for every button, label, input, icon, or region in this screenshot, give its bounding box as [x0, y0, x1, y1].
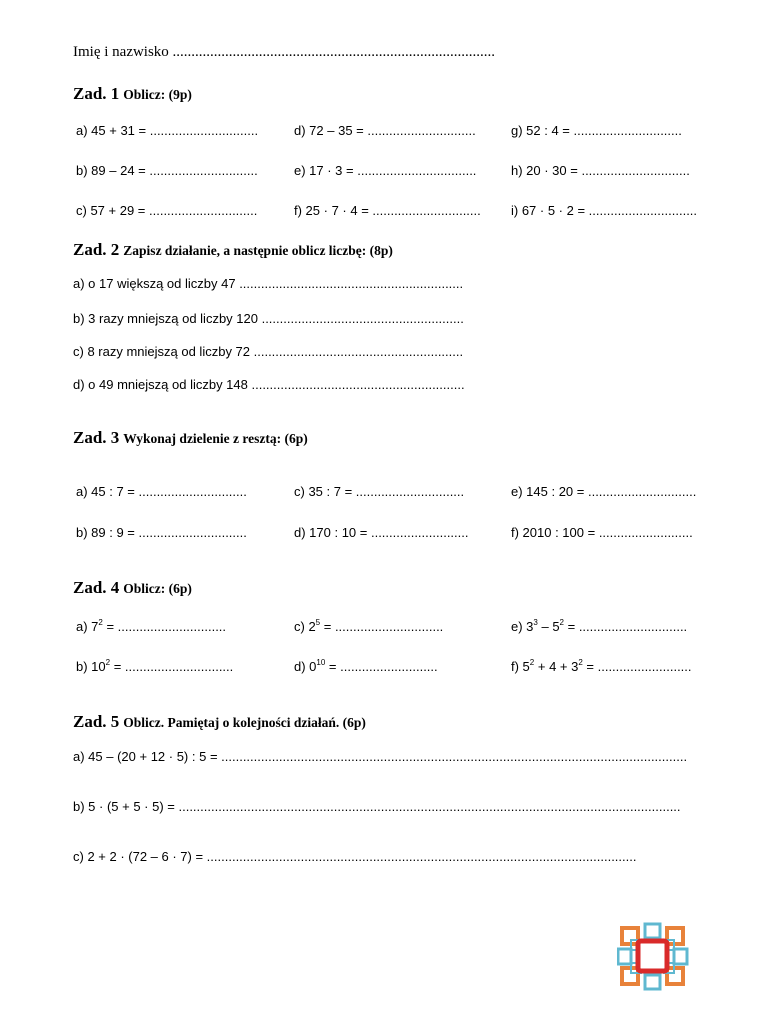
zad5-title: Oblicz. Pamiętaj o kolejności działań. (6p): [123, 715, 366, 730]
zad1-item-i: i) 67 · 5 · 2 = ..............................: [511, 203, 698, 218]
zad3-item-e: e) 145 : 20 = ..............................: [511, 484, 697, 499]
zad4-e-middle: – 5: [537, 619, 560, 634]
zad4-d-exponent: 10: [316, 658, 326, 667]
zad3-item-a: a) 45 : 7 = ..............................: [76, 484, 247, 499]
zad4-number: Zad. 4: [73, 578, 120, 597]
zad1-item-f: f) 25 · 7 · 4 = ..............................: [294, 203, 481, 218]
zad1-title: Oblicz: (9p): [123, 87, 192, 102]
zad4-e-exponent-2: 2: [559, 618, 564, 627]
zad5-item-c: c) 2 + 2 · (72 – 6 · 7) = .......................................................................................................................: [73, 849, 637, 864]
zad1-item-g: g) 52 : 4 = ..............................: [511, 123, 682, 138]
zad4-c-exponent: 5: [315, 618, 321, 627]
zad4-item-c: [294, 619, 443, 634]
zad4-f-base: f) 5: [511, 659, 530, 674]
zad2-item-a: a) o 17 większą od liczby 47 ..............................................................: [73, 276, 464, 291]
zad1-number: Zad. 1: [73, 84, 120, 103]
zad1-heading: [73, 84, 192, 104]
zad4-a-answer-line: = ..............................: [102, 619, 227, 634]
zad5-number: Zad. 5: [73, 712, 120, 731]
zad3-item-f: f) 2010 : 100 = ..........................: [511, 525, 693, 540]
zad3-item-d: d) 170 : 10 = ...........................: [294, 525, 469, 540]
zad4-a-exponent: 2: [98, 618, 103, 627]
zad4-a-base: a) 7: [76, 619, 99, 634]
zad5-heading: [73, 712, 366, 732]
zad1-item-d: d) 72 – 35 = ..............................: [294, 123, 476, 138]
zad2-heading: [73, 240, 393, 260]
zad4-item-e: [511, 619, 687, 634]
zad4-e-answer-line: = ..............................: [564, 619, 688, 634]
zad4-d-answer-line: = ...........................: [325, 659, 438, 674]
zad3-item-b: b) 89 : 9 = ..............................: [76, 525, 247, 540]
zad2-item-d: d) o 49 mniejszą od liczby 148 ...........................................................: [73, 377, 465, 392]
zad2-number: Zad. 2: [73, 240, 120, 259]
zad4-f-exponent: 2: [529, 658, 535, 667]
zad5-item-a: a) 45 – (20 + 12 · 5) : 5 = .................................................................................................................................: [73, 749, 688, 764]
zad4-f-exponent-2: 2: [578, 658, 583, 667]
zad4-item-f: [511, 659, 692, 674]
zad4-e-base: e) 3: [511, 619, 534, 634]
zad4-heading: [73, 578, 192, 598]
zad4-e-exponent: 3: [533, 618, 538, 627]
zad4-c-answer-line: = ..............................: [320, 619, 444, 634]
zad3-heading: [73, 428, 308, 448]
zad4-d-base: d) 0: [294, 659, 317, 674]
zad4-b-answer-line: = ..............................: [110, 659, 234, 674]
zad2-item-c: c) 8 razy mniejszą od liczby 72 ..........................................................: [73, 344, 464, 359]
zad3-item-c: c) 35 : 7 = ..............................: [294, 484, 465, 499]
zad4-c-base: c) 2: [294, 619, 316, 634]
zad5-item-b: b) 5 · (5 + 5 · 5) = ...........................................................................................................................................: [73, 799, 681, 814]
zad4-item-d: [294, 659, 438, 674]
mosaic-logo-icon: [617, 922, 689, 992]
zad1-item-b: b) 89 – 24 = ..............................: [76, 163, 258, 178]
zad4-f-middle: + 4 + 3: [534, 659, 579, 674]
name-line: Imię i nazwisko ......................................................................................: [73, 44, 496, 60]
zad1-item-a: a) 45 + 31 = ..............................: [76, 123, 259, 138]
zad4-title: Oblicz: (6p): [123, 581, 192, 596]
zad1-item-e: e) 17 · 3 = .................................: [294, 163, 477, 178]
zad1-item-c: c) 57 + 29 = ..............................: [76, 203, 258, 218]
zad4-b-base: b) 10: [76, 659, 106, 674]
zad4-b-exponent: 2: [105, 658, 111, 667]
zad2-title: Zapisz działanie, a następnie oblicz liczbę: (8p): [123, 243, 393, 258]
zad1-item-h: h) 20 · 30 = ..............................: [511, 163, 690, 178]
zad4-item-b: [76, 659, 233, 674]
zad3-number: Zad. 3: [73, 428, 120, 447]
zad4-f-answer-line: = ..........................: [582, 659, 692, 674]
zad2-item-b: b) 3 razy mniejszą od liczby 120 ........................................................: [73, 311, 464, 326]
zad4-item-a: [76, 619, 226, 634]
zad3-title: Wykonaj dzielenie z resztą: (6p): [123, 431, 308, 446]
